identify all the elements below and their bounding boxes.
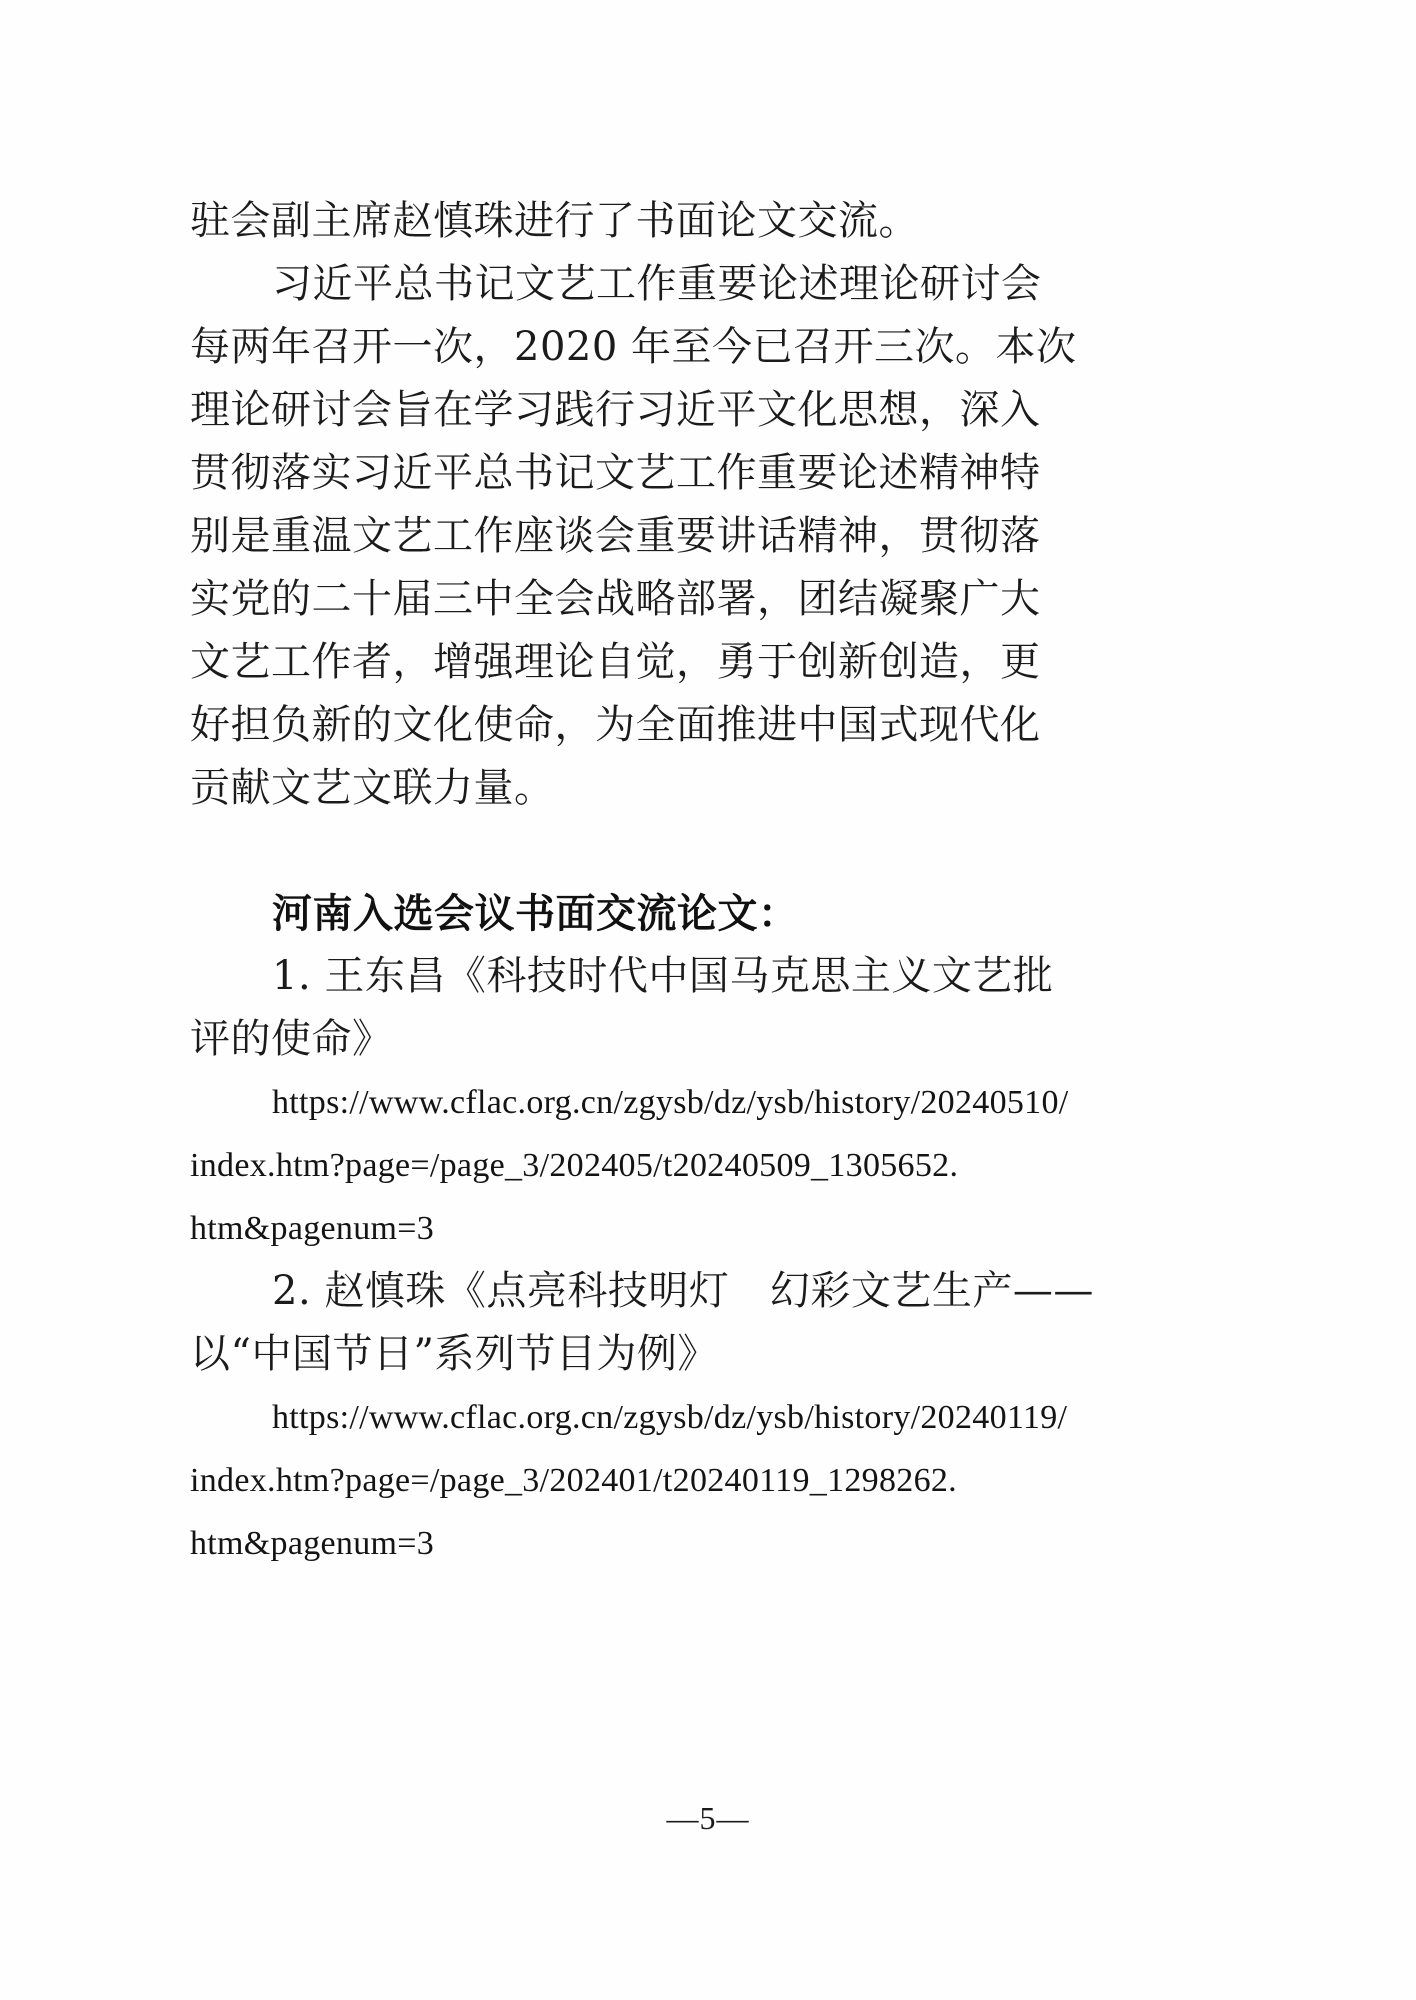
body-line: 好担负新的文化使命，为全面推进中国式现代化 [190, 702, 1041, 748]
paragraph-main [190, 253, 1220, 820]
body-line: 习近平总书记文艺工作重要论述理论研讨会 [272, 261, 1042, 307]
paper-title-line: 以“中国节日”系列节目为例》 [190, 1331, 718, 1377]
paper-url-line[interactable]: index.htm?page=/page_3/202401/t20240119_1298262. [190, 1462, 957, 1499]
section-spacer [190, 820, 1220, 882]
paper-title-line: 1. 王东昌《科技时代中国马克思主义文艺批 [272, 953, 1054, 999]
section-heading: 河南入选会议书面交流论文： [272, 890, 799, 937]
page-content [190, 190, 1220, 1575]
page-number-footer: —5— [666, 1800, 750, 1836]
body-line: 别是重温文艺工作座谈会重要讲话精神，贯彻落 [190, 513, 1041, 559]
body-line: 每两年召开一次，2020 年至今已召开三次。本次 [190, 324, 1077, 370]
paper-url-line[interactable]: index.htm?page=/page_3/202405/t20240509_1305652. [190, 1147, 959, 1184]
paragraph-continuation [190, 190, 1220, 253]
body-line: 贡献文艺文联力量。 [190, 765, 555, 811]
paper-title-line: 2. 赵慎珠《点亮科技明灯 幻彩文艺生产—— [272, 1268, 1094, 1314]
paper-entry [190, 945, 1220, 1260]
paper-url-line[interactable]: htm&pagenum=3 [190, 1210, 435, 1247]
paper-url-line[interactable]: https://www.cflac.org.cn/zgysb/dz/ysb/history/20240510/ [272, 1084, 1069, 1121]
paper-title-line: 评的使命》 [190, 1016, 393, 1062]
body-line: 理论研讨会旨在学习践行习近平文化思想，深入 [190, 387, 1041, 433]
body-line: 贯彻落实习近平总书记文艺工作重要论述精神特 [190, 450, 1041, 496]
body-line: 文艺工作者，增强理论自觉，勇于创新创造，更 [190, 639, 1041, 685]
paper-url-line[interactable]: https://www.cflac.org.cn/zgysb/dz/ysb/history/20240119/ [272, 1399, 1068, 1436]
body-line: 实党的二十届三中全会战略部署，团结凝聚广大 [190, 576, 1041, 622]
paper-entry [190, 1260, 1220, 1575]
paper-url-line[interactable]: htm&pagenum=3 [190, 1525, 435, 1562]
body-line: 驻会副主席赵慎珠进行了书面论文交流。 [190, 198, 919, 244]
